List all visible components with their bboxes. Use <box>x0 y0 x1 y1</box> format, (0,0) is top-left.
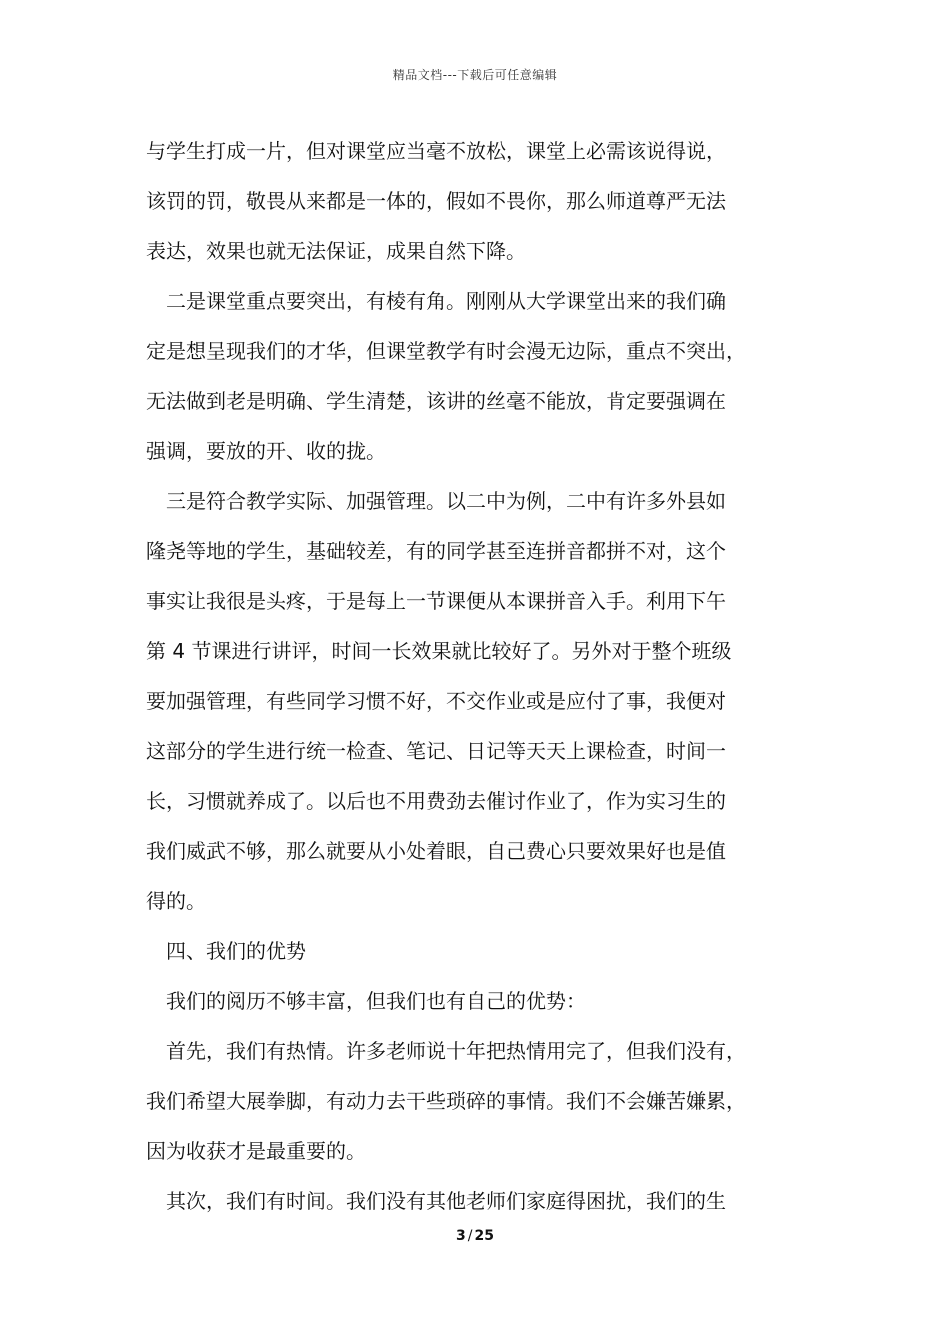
page-header: 精品文档---下载后可任意编辑 <box>392 68 558 82</box>
text-line: 定是想呈现我们的才华，但课堂教学有时会漫无边际，重点不突出， <box>146 339 746 363</box>
text-line: 长，习惯就养成了。以后也不用费劲去催讨作业了，作为实习生的 <box>146 789 726 813</box>
text-line: 强调，要放的开、收的拢。 <box>146 439 386 463</box>
text-line: 三是符合教学实际、加强管理。以二中为例，二中有许多外县如 <box>166 489 726 513</box>
text-line: 我们的阅历不够丰富，但我们也有自己的优势： <box>166 989 586 1013</box>
text-line: 我们威武不够，那么就要从小处着眼，自己费心只要效果好也是值 <box>146 839 726 863</box>
text-line: 与学生打成一片，但对课堂应当毫不放松，课堂上必需该说得说， <box>146 139 726 163</box>
text-line: 要加强管理，有些同学习惯不好，不交作业或是应付了事，我便对 <box>146 689 726 713</box>
text-line: 这部分的学生进行统一检查、笔记、日记等天天上课检查，时间一 <box>146 739 726 763</box>
text-line: 无法做到老是明确、学生清楚，该讲的丝毫不能放，肯定要强调在 <box>146 389 726 413</box>
text-line: 我们希望大展拳脚，有动力去干些琐碎的事情。我们不会嫌苦嫌累， <box>146 1089 746 1113</box>
text-line: 表达，效果也就无法保证，成果自然下降。 <box>146 239 526 263</box>
text-line: 第 4 节课进行讲评，时间一长效果就比较好了。另外对于整个班级 <box>146 639 732 663</box>
text-line: 事实让我很是头疼，于是每上一节课便从本课拼音入手。利用下午 <box>146 589 726 613</box>
text-line: 二是课堂重点要突出，有棱有角。刚刚从大学课堂出来的我们确 <box>166 289 726 313</box>
text-line: 因为收获才是最重要的。 <box>146 1139 366 1163</box>
text-line: 其次，我们有时间。我们没有其他老师们家庭得困扰，我们的生 <box>166 1189 726 1213</box>
text-line: 四、我们的优势 <box>166 939 306 963</box>
page-separator: / <box>467 1228 473 1244</box>
body-text <box>146 126 826 1226</box>
page-number <box>0 1228 950 1244</box>
text-line: 该罚的罚，敬畏从来都是一体的，假如不畏你，那么师道尊严无法 <box>146 189 726 213</box>
total-pages-number: 25 <box>474 1228 494 1244</box>
current-page-number: 3 <box>456 1228 466 1244</box>
text-line: 隆尧等地的学生，基础较差，有的同学甚至连拼音都拼不对，这个 <box>146 539 726 563</box>
text-line: 首先，我们有热情。许多老师说十年把热情用完了，但我们没有， <box>166 1039 746 1063</box>
text-line: 得的。 <box>146 889 206 913</box>
